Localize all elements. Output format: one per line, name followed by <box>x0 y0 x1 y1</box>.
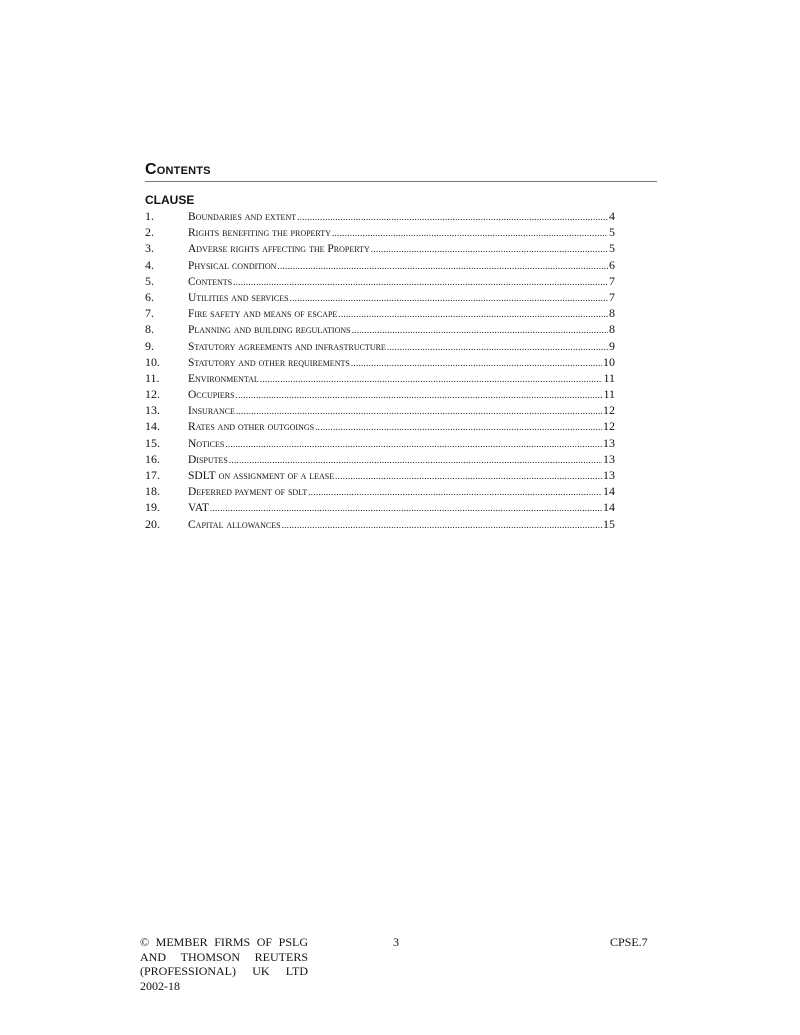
toc-entry[interactable] <box>145 483 615 499</box>
toc-entry-page: 7 <box>609 273 615 288</box>
toc-entry[interactable] <box>145 499 615 515</box>
toc-entry-number: 2. <box>145 225 154 240</box>
toc-entry-number: 17. <box>145 468 160 482</box>
toc-entry-number: 20. <box>145 516 160 531</box>
toc-entry-page: 12 <box>603 419 615 434</box>
toc-title-acronym: VAT <box>188 502 209 515</box>
toc-entry-number: 12. <box>145 387 160 402</box>
toc-dot-leader <box>236 387 603 403</box>
toc-entry-page: 11 <box>603 370 615 385</box>
footer-page-number: 3 <box>393 935 399 949</box>
toc-entry-title[interactable]: Rates and other outgoings <box>188 421 315 434</box>
toc-entry-number: 13. <box>145 403 160 418</box>
toc-entry-title[interactable]: Utilities and services <box>188 291 289 304</box>
toc-entry-title[interactable] <box>188 500 209 516</box>
footer-word: PSLG <box>278 935 308 949</box>
toc-entry-page: 7 <box>609 289 615 304</box>
toc-entry-title[interactable]: Planning and building regulations <box>188 324 351 337</box>
footer-copyright-line <box>140 964 308 979</box>
toc-entry[interactable] <box>145 305 615 321</box>
toc-entry-page: 4 <box>609 209 615 223</box>
contents-heading: Contents <box>145 160 657 182</box>
footer-copyright-line <box>140 950 308 965</box>
toc-entry-page: 9 <box>609 338 615 353</box>
toc-entry[interactable] <box>145 208 615 224</box>
toc-dot-leader <box>352 322 608 338</box>
toc-dot-leader <box>338 306 608 322</box>
toc-dot-leader <box>332 225 608 241</box>
toc-entry-page: 12 <box>603 403 615 418</box>
toc-dot-leader <box>282 517 602 533</box>
toc-entry-number: 14. <box>145 419 160 434</box>
clause-column-label: CLAUSE <box>145 193 195 207</box>
footer-copyright-line <box>140 935 308 950</box>
footer-copyright-line: 2002-18 <box>140 978 180 993</box>
toc-entry-title[interactable]: Insurance <box>188 405 235 418</box>
toc-entry-number: 5. <box>145 273 154 288</box>
toc-entry-page: 8 <box>609 322 615 337</box>
footer-copyright <box>140 935 308 993</box>
footer-doc-code: CPSE.7 <box>610 935 648 949</box>
toc-entry-number: 18. <box>145 484 160 499</box>
footer-word: OF <box>256 935 273 949</box>
toc-entry[interactable] <box>145 418 615 434</box>
footer-word: REUTERS <box>254 949 308 964</box>
toc-entry[interactable] <box>145 289 615 305</box>
toc-entry-title[interactable]: Occupiers <box>188 389 235 402</box>
toc-dot-leader <box>351 355 602 371</box>
toc-entry-page: 8 <box>609 306 615 321</box>
toc-entry-number: 19. <box>145 500 160 515</box>
toc-entry-number: 7. <box>145 306 154 321</box>
footer-word: THOMSON <box>180 949 240 964</box>
toc-dot-leader <box>225 436 602 452</box>
toc-entry-title[interactable]: Rights benefiting the property <box>188 227 331 240</box>
toc-title-acronym: SDLT <box>188 470 216 482</box>
toc-entry-title[interactable]: Environmental <box>188 372 259 385</box>
toc-entry-number: 3. <box>145 241 154 256</box>
toc-dot-leader <box>315 419 602 435</box>
toc-dot-leader <box>335 468 602 484</box>
toc-entry[interactable] <box>145 386 615 402</box>
toc-entry-title[interactable]: Statutory and other requirements <box>188 356 350 369</box>
toc-entry-number: 8. <box>145 322 154 337</box>
footer-word: UK <box>252 964 270 978</box>
toc-entry[interactable] <box>145 516 615 532</box>
toc-dot-leader <box>233 274 608 290</box>
toc-entry-page: 13 <box>603 435 615 450</box>
footer-word: © <box>140 935 150 949</box>
toc-dot-leader <box>210 500 602 516</box>
toc-entry[interactable] <box>145 224 615 240</box>
toc-entry-title[interactable]: Contents <box>188 275 233 288</box>
toc-entry-page: 5 <box>609 225 615 240</box>
toc-entry-page: 13 <box>603 451 615 466</box>
toc-entry-title[interactable]: Fire safety and means of escape <box>188 308 338 321</box>
toc-dot-leader <box>260 371 603 387</box>
toc-entry-number: 15. <box>145 435 160 450</box>
toc-entry[interactable] <box>145 273 615 289</box>
toc-entry-page: 5 <box>609 241 615 256</box>
toc-entry-number: 4. <box>145 257 154 272</box>
toc-entry[interactable] <box>145 257 615 273</box>
footer-word: LTD <box>285 964 308 978</box>
toc-entry-page: 15 <box>603 516 615 531</box>
footer-word: (PROFESSIONAL) <box>140 964 237 978</box>
toc-entry-title[interactable]: Boundaries and extent <box>188 211 297 223</box>
toc-entry-title[interactable]: Statutory agreements and infrastructure <box>188 340 386 353</box>
toc-dot-leader <box>229 452 602 468</box>
toc-dot-leader <box>236 403 602 419</box>
toc-dot-leader <box>290 290 608 306</box>
toc-entry-title[interactable]: Capital allowances <box>188 518 281 531</box>
toc-entry-title[interactable]: Notices <box>188 437 225 450</box>
toc-entry-page: 14 <box>603 500 615 515</box>
toc-entry-title[interactable]: SDLT on assignment of a lease <box>188 470 335 482</box>
toc-entry-title[interactable]: Adverse rights affecting the Property <box>188 243 370 256</box>
table-of-contents <box>145 208 615 532</box>
toc-entry-page: 13 <box>603 468 615 482</box>
toc-entry-title[interactable]: Deferred payment of sdlt <box>188 486 308 499</box>
toc-entry[interactable] <box>145 402 615 418</box>
toc-entry[interactable] <box>145 370 615 386</box>
toc-entry-page: 10 <box>603 354 615 369</box>
toc-entry-number: 9. <box>145 338 154 353</box>
toc-entry-number: 1. <box>145 209 154 223</box>
toc-dot-leader <box>297 209 608 225</box>
toc-entry[interactable] <box>145 354 615 370</box>
toc-entry-number: 16. <box>145 451 160 466</box>
toc-entry[interactable] <box>145 467 615 483</box>
toc-entry-number: 10. <box>145 354 160 369</box>
toc-dot-leader <box>277 258 608 274</box>
toc-entry[interactable] <box>145 321 615 337</box>
toc-entry-page: 14 <box>603 484 615 499</box>
toc-entry[interactable] <box>145 338 615 354</box>
toc-entry-page: 6 <box>609 257 615 272</box>
toc-entry[interactable] <box>145 435 615 451</box>
toc-dot-leader <box>308 484 602 500</box>
toc-dot-leader <box>387 339 608 355</box>
toc-entry-title[interactable]: Disputes <box>188 453 228 466</box>
toc-entry-number: 11. <box>145 370 160 385</box>
toc-entry-title[interactable]: Physical condition <box>188 259 277 272</box>
toc-entry-page: 11 <box>603 387 615 402</box>
footer-word: MEMBER <box>155 935 208 949</box>
toc-entry[interactable] <box>145 451 615 467</box>
toc-dot-leader <box>371 241 608 257</box>
toc-entry-number: 6. <box>145 289 154 304</box>
footer-word: FIRMS <box>214 935 251 949</box>
footer-word: AND <box>140 949 166 964</box>
toc-entry[interactable] <box>145 240 615 256</box>
